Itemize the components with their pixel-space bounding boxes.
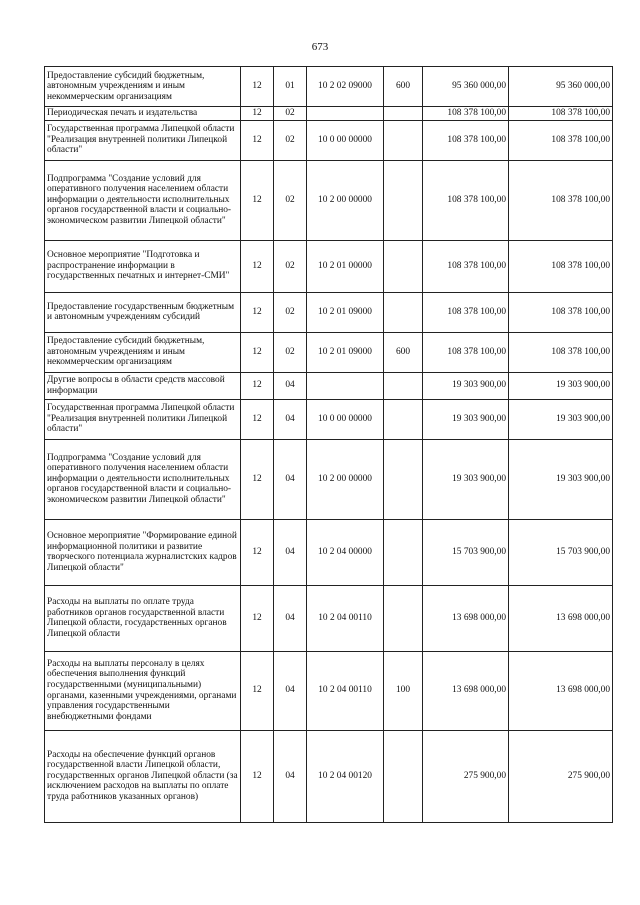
row-section-cell: 12 — [241, 585, 274, 651]
row-article-cell: 10 2 01 09000 — [307, 292, 384, 332]
row-name-cell: Государственная программа Липецкой области "Реализация внутренней политики Липецкой области" — [45, 120, 241, 160]
row-section-cell: 12 — [241, 107, 274, 121]
row-name-cell: Подпрограмма "Создание условий для оперативного получения населением области информации о деятельности исполнительных органов государственной власти и социально-экономическом развитии Липецкой области" — [45, 439, 241, 519]
row-section-cell: 12 — [241, 120, 274, 160]
row-subsection-cell: 02 — [274, 332, 307, 372]
budget-table — [44, 66, 613, 823]
table-row — [45, 585, 613, 651]
row-article-cell: 10 2 00 00000 — [307, 160, 384, 240]
row-amount-1-cell: 108 378 100,00 — [423, 160, 509, 240]
row-article-cell — [307, 107, 384, 121]
table-row — [45, 160, 613, 240]
table-row — [45, 651, 613, 730]
row-section-cell: 12 — [241, 730, 274, 822]
page-number: 673 — [311, 41, 329, 53]
row-name-cell: Расходы на выплаты по оплате труда работников органов государственной власти Липецкой области, государственных органов Липецкой области — [45, 585, 241, 651]
table-row — [45, 439, 613, 519]
table-row — [45, 730, 613, 822]
row-name-cell: Предоставление субсидий бюджетным, автономным учреждениям и иным некоммерческим организациям — [45, 332, 241, 372]
row-section-cell: 12 — [241, 439, 274, 519]
table-body — [45, 67, 613, 823]
row-amount-2-cell: 108 378 100,00 — [509, 292, 613, 332]
row-name-cell: Расходы на выплаты персоналу в целях обеспечения выполнения функций государственными (муниципальными) органами, казенными учреждениями, органами управления государственными внебюджетными фондами — [45, 651, 241, 730]
table-row — [45, 292, 613, 332]
row-amount-2-cell: 108 378 100,00 — [509, 332, 613, 372]
row-subsection-cell: 02 — [274, 160, 307, 240]
row-amount-2-cell: 19 303 900,00 — [509, 372, 613, 399]
row-name-cell: Основное мероприятие "Подготовка и распространение информации в государственных печатных и интернет-СМИ" — [45, 240, 241, 292]
row-amount-1-cell: 108 378 100,00 — [423, 107, 509, 121]
row-expense-type-cell — [384, 399, 423, 439]
row-amount-2-cell: 13 698 000,00 — [509, 585, 613, 651]
row-section-cell: 12 — [241, 519, 274, 585]
row-amount-1-cell: 108 378 100,00 — [423, 292, 509, 332]
row-expense-type-cell — [384, 372, 423, 399]
row-expense-type-cell — [384, 160, 423, 240]
row-amount-2-cell: 108 378 100,00 — [509, 120, 613, 160]
row-subsection-cell: 04 — [274, 399, 307, 439]
row-subsection-cell: 04 — [274, 372, 307, 399]
row-amount-2-cell: 108 378 100,00 — [509, 240, 613, 292]
row-amount-2-cell: 15 703 900,00 — [509, 519, 613, 585]
row-section-cell: 12 — [241, 160, 274, 240]
row-subsection-cell: 04 — [274, 519, 307, 585]
row-expense-type-cell — [384, 730, 423, 822]
row-expense-type-cell: 600 — [384, 67, 423, 107]
row-subsection-cell: 02 — [274, 120, 307, 160]
row-expense-type-cell: 100 — [384, 651, 423, 730]
row-amount-1-cell: 19 303 900,00 — [423, 399, 509, 439]
row-expense-type-cell — [384, 292, 423, 332]
row-subsection-cell: 04 — [274, 439, 307, 519]
row-section-cell: 12 — [241, 399, 274, 439]
row-article-cell: 10 2 02 09000 — [307, 67, 384, 107]
row-amount-1-cell: 108 378 100,00 — [423, 240, 509, 292]
row-name-cell: Другие вопросы в области средств массовой информации — [45, 372, 241, 399]
row-expense-type-cell — [384, 107, 423, 121]
row-expense-type-cell — [384, 439, 423, 519]
row-section-cell: 12 — [241, 372, 274, 399]
row-article-cell: 10 2 01 00000 — [307, 240, 384, 292]
row-amount-1-cell: 15 703 900,00 — [423, 519, 509, 585]
row-article-cell: 10 2 04 00110 — [307, 651, 384, 730]
table-row — [45, 372, 613, 399]
row-subsection-cell: 02 — [274, 292, 307, 332]
row-section-cell: 12 — [241, 67, 274, 107]
row-name-cell: Государственная программа Липецкой области "Реализация внутренней политики Липецкой области" — [45, 399, 241, 439]
row-subsection-cell: 01 — [274, 67, 307, 107]
row-article-cell: 10 2 04 00120 — [307, 730, 384, 822]
row-amount-1-cell: 95 360 000,00 — [423, 67, 509, 107]
row-expense-type-cell: 600 — [384, 332, 423, 372]
table-row — [45, 107, 613, 121]
row-amount-1-cell: 13 698 000,00 — [423, 585, 509, 651]
row-subsection-cell: 04 — [274, 730, 307, 822]
row-article-cell: 10 2 00 00000 — [307, 439, 384, 519]
row-article-cell: 10 2 04 00110 — [307, 585, 384, 651]
row-expense-type-cell — [384, 585, 423, 651]
row-section-cell: 12 — [241, 240, 274, 292]
row-amount-2-cell: 108 378 100,00 — [509, 160, 613, 240]
row-amount-1-cell: 19 303 900,00 — [423, 439, 509, 519]
row-amount-1-cell: 108 378 100,00 — [423, 332, 509, 372]
row-name-cell: Подпрограмма "Создание условий для оперативного получения населением области информации о деятельности исполнительных органов государственной власти и социально-экономическом развитии Липецкой области" — [45, 160, 241, 240]
row-article-cell — [307, 372, 384, 399]
row-section-cell: 12 — [241, 332, 274, 372]
row-name-cell: Расходы на обеспечение функций органов государственной власти Липецкой области, государственных органов Липецкой области (за исключением расходов на выплаты по оплате труда работников указанных органов) — [45, 730, 241, 822]
row-amount-2-cell: 95 360 000,00 — [509, 67, 613, 107]
row-amount-1-cell: 13 698 000,00 — [423, 651, 509, 730]
row-expense-type-cell — [384, 519, 423, 585]
row-name-cell: Периодическая печать и издательства — [45, 107, 241, 121]
row-section-cell: 12 — [241, 292, 274, 332]
table-row — [45, 519, 613, 585]
row-amount-2-cell: 19 303 900,00 — [509, 439, 613, 519]
row-expense-type-cell — [384, 240, 423, 292]
row-amount-1-cell: 19 303 900,00 — [423, 372, 509, 399]
row-article-cell: 10 0 00 00000 — [307, 120, 384, 160]
row-subsection-cell: 02 — [274, 240, 307, 292]
row-section-cell: 12 — [241, 651, 274, 730]
row-expense-type-cell — [384, 120, 423, 160]
table-row — [45, 120, 613, 160]
row-subsection-cell: 04 — [274, 585, 307, 651]
table-row — [45, 240, 613, 292]
row-article-cell: 10 0 00 00000 — [307, 399, 384, 439]
row-amount-2-cell: 108 378 100,00 — [509, 107, 613, 121]
table-row — [45, 399, 613, 439]
row-amount-2-cell: 19 303 900,00 — [509, 399, 613, 439]
table-row — [45, 67, 613, 107]
row-name-cell: Предоставление субсидий бюджетным, автономным учреждениям и иным некоммерческим организациям — [45, 67, 241, 107]
row-subsection-cell: 02 — [274, 107, 307, 121]
row-amount-2-cell: 275 900,00 — [509, 730, 613, 822]
row-amount-1-cell: 275 900,00 — [423, 730, 509, 822]
row-name-cell: Основное мероприятие "Формирование единой информационной политики и развитие творческого потенциала журналистских кадров Липецкой области" — [45, 519, 241, 585]
row-name-cell: Предоставление государственным бюджетным и автономным учреждениям субсидий — [45, 292, 241, 332]
row-article-cell: 10 2 01 09000 — [307, 332, 384, 372]
row-amount-1-cell: 108 378 100,00 — [423, 120, 509, 160]
table-row — [45, 332, 613, 372]
row-amount-2-cell: 13 698 000,00 — [509, 651, 613, 730]
row-article-cell: 10 2 04 00000 — [307, 519, 384, 585]
row-subsection-cell: 04 — [274, 651, 307, 730]
